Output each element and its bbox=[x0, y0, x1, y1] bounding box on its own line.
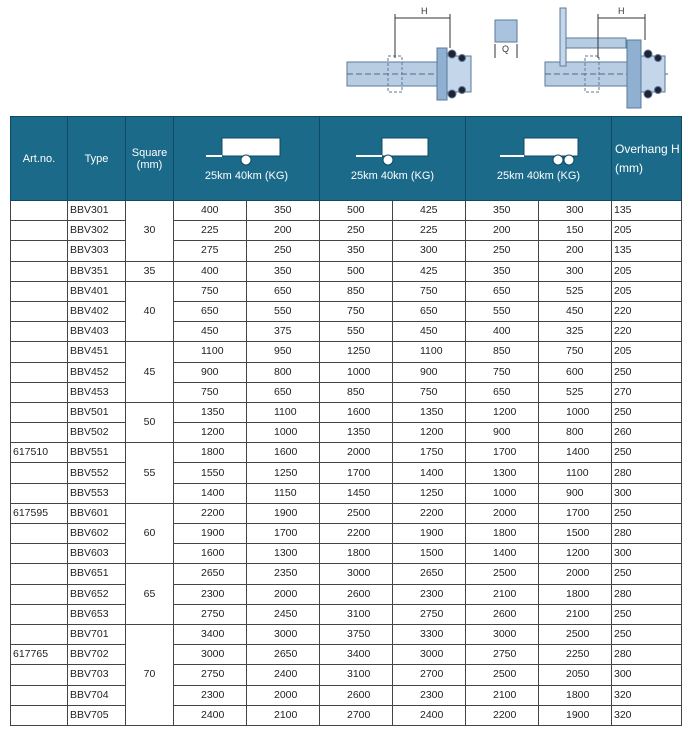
load-single-40km-cell: 1100 bbox=[247, 402, 320, 422]
table-row bbox=[11, 402, 682, 422]
load-tandem-40km-cell: 200 bbox=[539, 241, 612, 261]
load-single-25km-cell: 225 bbox=[174, 221, 247, 241]
table-row bbox=[11, 584, 682, 604]
overhang-cell: 205 bbox=[612, 342, 682, 362]
load-single-25km-cell: 2650 bbox=[174, 564, 247, 584]
load-tandem-40km-cell: 800 bbox=[539, 423, 612, 443]
load-tandem-25km-cell: 650 bbox=[466, 382, 539, 402]
art-no-cell bbox=[11, 544, 68, 564]
load-single-25km-cell: 2400 bbox=[174, 705, 247, 725]
load-caption-3: 25km 40km (KG) bbox=[496, 169, 581, 182]
art-no-cell bbox=[11, 261, 68, 281]
load-single-25km-cell: 650 bbox=[174, 301, 247, 321]
table-row bbox=[11, 685, 682, 705]
load-center-40km-cell: 750 bbox=[393, 281, 466, 301]
square-cell: 35 bbox=[126, 261, 174, 281]
load-tandem-25km-cell: 850 bbox=[466, 342, 539, 362]
load-tandem-40km-cell: 2000 bbox=[539, 564, 612, 584]
art-no-cell: 617595 bbox=[11, 503, 68, 523]
load-single-25km-cell: 400 bbox=[174, 201, 247, 221]
art-no-cell bbox=[11, 201, 68, 221]
load-single-40km-cell: 2450 bbox=[247, 604, 320, 624]
load-single-25km-cell: 1100 bbox=[174, 342, 247, 362]
load-single-40km-cell: 1250 bbox=[247, 463, 320, 483]
load-single-25km-cell: 2300 bbox=[174, 685, 247, 705]
overhang-cell: 135 bbox=[612, 201, 682, 221]
load-center-25km-cell: 850 bbox=[320, 281, 393, 301]
art-no-cell bbox=[11, 685, 68, 705]
load-single-40km-cell: 650 bbox=[247, 382, 320, 402]
load-center-40km-cell: 300 bbox=[393, 241, 466, 261]
axle-side-view-diagram bbox=[347, 14, 471, 100]
header-overhang-label: Overhang H (mm) bbox=[615, 141, 680, 175]
load-center-40km-cell: 2700 bbox=[393, 665, 466, 685]
load-center-40km-cell: 2300 bbox=[393, 685, 466, 705]
load-single-25km-cell: 1900 bbox=[174, 524, 247, 544]
axle-load-table bbox=[10, 116, 682, 726]
art-no-cell: 617765 bbox=[11, 645, 68, 665]
art-no-cell bbox=[11, 604, 68, 624]
overhang-cell: 320 bbox=[612, 705, 682, 725]
dim-h-right: H bbox=[618, 6, 625, 16]
load-tandem-25km-cell: 2000 bbox=[466, 503, 539, 523]
type-cell: BBV603 bbox=[68, 544, 126, 564]
type-cell: BBV702 bbox=[68, 645, 126, 665]
type-cell: BBV701 bbox=[68, 624, 126, 644]
table-row bbox=[11, 281, 682, 301]
type-cell: BBV351 bbox=[68, 261, 126, 281]
load-caption-2: 25km 40km (KG) bbox=[350, 169, 435, 182]
load-center-25km-cell: 250 bbox=[320, 221, 393, 241]
overhang-cell: 300 bbox=[612, 665, 682, 685]
square-cell: 55 bbox=[126, 443, 174, 504]
load-tandem-40km-cell: 1000 bbox=[539, 402, 612, 422]
art-no-cell bbox=[11, 342, 68, 362]
single-axle-trailer-icon bbox=[202, 135, 292, 167]
load-center-25km-cell: 350 bbox=[320, 241, 393, 261]
load-center-40km-cell: 1100 bbox=[393, 342, 466, 362]
type-cell: BBV551 bbox=[68, 443, 126, 463]
load-single-25km-cell: 1200 bbox=[174, 423, 247, 443]
load-caption-1: 25km 40km (KG) bbox=[204, 169, 289, 182]
load-center-25km-cell: 550 bbox=[320, 322, 393, 342]
load-single-40km-cell: 350 bbox=[247, 261, 320, 281]
overhang-cell: 280 bbox=[612, 645, 682, 665]
table-row bbox=[11, 382, 682, 402]
load-single-25km-cell: 750 bbox=[174, 382, 247, 402]
type-cell: BBV403 bbox=[68, 322, 126, 342]
table-row bbox=[11, 241, 682, 261]
load-center-25km-cell: 3100 bbox=[320, 665, 393, 685]
load-center-25km-cell: 2500 bbox=[320, 503, 393, 523]
type-cell: BBV653 bbox=[68, 604, 126, 624]
type-cell: BBV402 bbox=[68, 301, 126, 321]
type-cell: BBV705 bbox=[68, 705, 126, 725]
load-center-40km-cell: 2300 bbox=[393, 584, 466, 604]
type-cell: BBV704 bbox=[68, 685, 126, 705]
overhang-cell: 280 bbox=[612, 524, 682, 544]
art-no-cell: 617510 bbox=[11, 443, 68, 463]
type-cell: BBV502 bbox=[68, 423, 126, 443]
overhang-cell: 135 bbox=[612, 241, 682, 261]
type-cell: BBV552 bbox=[68, 463, 126, 483]
overhang-cell: 250 bbox=[612, 564, 682, 584]
load-single-25km-cell: 2750 bbox=[174, 604, 247, 624]
overhang-cell: 270 bbox=[612, 382, 682, 402]
load-tandem-25km-cell: 1200 bbox=[466, 402, 539, 422]
load-single-25km-cell: 1800 bbox=[174, 443, 247, 463]
art-no-cell bbox=[11, 564, 68, 584]
load-center-25km-cell: 1800 bbox=[320, 544, 393, 564]
type-cell: BBV401 bbox=[68, 281, 126, 301]
load-tandem-40km-cell: 1700 bbox=[539, 503, 612, 523]
load-single-25km-cell: 275 bbox=[174, 241, 247, 261]
braked-axle-diagram bbox=[545, 8, 668, 108]
load-tandem-40km-cell: 1900 bbox=[539, 705, 612, 725]
type-cell: BBV302 bbox=[68, 221, 126, 241]
load-center-25km-cell: 850 bbox=[320, 382, 393, 402]
load-center-40km-cell: 750 bbox=[393, 382, 466, 402]
art-no-cell bbox=[11, 624, 68, 644]
load-tandem-25km-cell: 1300 bbox=[466, 463, 539, 483]
load-center-25km-cell: 500 bbox=[320, 261, 393, 281]
load-center-40km-cell: 1200 bbox=[393, 423, 466, 443]
load-center-25km-cell: 750 bbox=[320, 301, 393, 321]
art-no-cell bbox=[11, 524, 68, 544]
overhang-cell: 250 bbox=[612, 362, 682, 382]
art-no-cell bbox=[11, 402, 68, 422]
table-row bbox=[11, 201, 682, 221]
load-tandem-25km-cell: 400 bbox=[466, 322, 539, 342]
load-center-40km-cell: 1500 bbox=[393, 544, 466, 564]
center-axle-trailer-icon bbox=[348, 135, 438, 167]
table-row bbox=[11, 423, 682, 443]
load-tandem-25km-cell: 2200 bbox=[466, 705, 539, 725]
art-no-cell bbox=[11, 322, 68, 342]
type-cell: BBV651 bbox=[68, 564, 126, 584]
load-tandem-40km-cell: 450 bbox=[539, 301, 612, 321]
load-tandem-25km-cell: 2600 bbox=[466, 604, 539, 624]
type-cell: BBV303 bbox=[68, 241, 126, 261]
load-single-40km-cell: 2400 bbox=[247, 665, 320, 685]
load-tandem-40km-cell: 325 bbox=[539, 322, 612, 342]
load-tandem-40km-cell: 1800 bbox=[539, 685, 612, 705]
overhang-cell: 250 bbox=[612, 604, 682, 624]
square-cell: 50 bbox=[126, 402, 174, 442]
table-row bbox=[11, 483, 682, 503]
overhang-cell: 205 bbox=[612, 221, 682, 241]
overhang-cell: 250 bbox=[612, 624, 682, 644]
load-tandem-40km-cell: 150 bbox=[539, 221, 612, 241]
type-cell: BBV451 bbox=[68, 342, 126, 362]
load-tandem-25km-cell: 750 bbox=[466, 362, 539, 382]
load-center-40km-cell: 650 bbox=[393, 301, 466, 321]
load-center-40km-cell: 425 bbox=[393, 261, 466, 281]
table-row bbox=[11, 261, 682, 281]
square-cell: 65 bbox=[126, 564, 174, 625]
table-row bbox=[11, 463, 682, 483]
table-row bbox=[11, 221, 682, 241]
load-center-40km-cell: 450 bbox=[393, 322, 466, 342]
load-center-40km-cell: 1350 bbox=[393, 402, 466, 422]
load-single-40km-cell: 2000 bbox=[247, 685, 320, 705]
load-tandem-25km-cell: 2100 bbox=[466, 685, 539, 705]
load-tandem-25km-cell: 350 bbox=[466, 261, 539, 281]
load-center-25km-cell: 3100 bbox=[320, 604, 393, 624]
load-center-40km-cell: 225 bbox=[393, 221, 466, 241]
type-cell: BBV602 bbox=[68, 524, 126, 544]
type-cell: BBV703 bbox=[68, 665, 126, 685]
art-no-cell bbox=[11, 221, 68, 241]
load-single-25km-cell: 2300 bbox=[174, 584, 247, 604]
load-tandem-25km-cell: 1700 bbox=[466, 443, 539, 463]
art-no-cell bbox=[11, 382, 68, 402]
load-single-40km-cell: 550 bbox=[247, 301, 320, 321]
load-single-25km-cell: 1550 bbox=[174, 463, 247, 483]
overhang-cell: 280 bbox=[612, 584, 682, 604]
load-center-25km-cell: 2600 bbox=[320, 584, 393, 604]
art-no-cell bbox=[11, 301, 68, 321]
load-single-40km-cell: 250 bbox=[247, 241, 320, 261]
overhang-cell: 205 bbox=[612, 261, 682, 281]
load-center-25km-cell: 1600 bbox=[320, 402, 393, 422]
square-cell: 30 bbox=[126, 201, 174, 262]
table-row bbox=[11, 524, 682, 544]
art-no-cell bbox=[11, 584, 68, 604]
art-no-cell bbox=[11, 362, 68, 382]
art-no-cell bbox=[11, 463, 68, 483]
load-single-25km-cell: 3400 bbox=[174, 624, 247, 644]
type-cell: BBV652 bbox=[68, 584, 126, 604]
art-no-cell bbox=[11, 705, 68, 725]
load-single-25km-cell: 3000 bbox=[174, 645, 247, 665]
load-center-40km-cell: 2650 bbox=[393, 564, 466, 584]
type-cell: BBV452 bbox=[68, 362, 126, 382]
overhang-cell: 300 bbox=[612, 483, 682, 503]
header-load-center-axle bbox=[320, 117, 466, 201]
table-row bbox=[11, 564, 682, 584]
load-tandem-25km-cell: 1800 bbox=[466, 524, 539, 544]
load-single-25km-cell: 750 bbox=[174, 281, 247, 301]
square-cell: 60 bbox=[126, 503, 174, 564]
tandem-axle-trailer-icon bbox=[494, 135, 584, 167]
load-tandem-25km-cell: 1400 bbox=[466, 544, 539, 564]
load-center-40km-cell: 1400 bbox=[393, 463, 466, 483]
load-center-40km-cell: 425 bbox=[393, 201, 466, 221]
load-center-25km-cell: 3000 bbox=[320, 564, 393, 584]
header-load-single-axle bbox=[174, 117, 320, 201]
table-row bbox=[11, 705, 682, 725]
load-tandem-25km-cell: 200 bbox=[466, 221, 539, 241]
load-center-25km-cell: 1450 bbox=[320, 483, 393, 503]
load-tandem-40km-cell: 750 bbox=[539, 342, 612, 362]
load-single-40km-cell: 3000 bbox=[247, 624, 320, 644]
load-single-40km-cell: 950 bbox=[247, 342, 320, 362]
load-tandem-40km-cell: 2050 bbox=[539, 665, 612, 685]
art-no-cell bbox=[11, 281, 68, 301]
art-no-cell bbox=[11, 483, 68, 503]
overhang-cell: 205 bbox=[612, 281, 682, 301]
table-row bbox=[11, 362, 682, 382]
load-center-25km-cell: 3400 bbox=[320, 645, 393, 665]
load-tandem-25km-cell: 1000 bbox=[466, 483, 539, 503]
table-row bbox=[11, 443, 682, 463]
load-center-25km-cell: 1000 bbox=[320, 362, 393, 382]
square-cell: 70 bbox=[126, 624, 174, 725]
load-tandem-40km-cell: 900 bbox=[539, 483, 612, 503]
load-single-25km-cell: 2750 bbox=[174, 665, 247, 685]
overhang-cell: 260 bbox=[612, 423, 682, 443]
load-tandem-25km-cell: 550 bbox=[466, 301, 539, 321]
load-single-40km-cell: 800 bbox=[247, 362, 320, 382]
type-cell: BBV553 bbox=[68, 483, 126, 503]
table-row bbox=[11, 322, 682, 342]
dim-h-left: H bbox=[421, 6, 428, 16]
table-row bbox=[11, 544, 682, 564]
axle-diagrams bbox=[0, 0, 688, 116]
square-cell: 45 bbox=[126, 342, 174, 403]
load-tandem-40km-cell: 2250 bbox=[539, 645, 612, 665]
art-no-cell bbox=[11, 241, 68, 261]
load-single-40km-cell: 1700 bbox=[247, 524, 320, 544]
load-center-40km-cell: 2750 bbox=[393, 604, 466, 624]
load-tandem-40km-cell: 1200 bbox=[539, 544, 612, 564]
load-center-40km-cell: 1900 bbox=[393, 524, 466, 544]
load-single-40km-cell: 2000 bbox=[247, 584, 320, 604]
load-center-40km-cell: 1250 bbox=[393, 483, 466, 503]
load-center-25km-cell: 1700 bbox=[320, 463, 393, 483]
table-row bbox=[11, 342, 682, 362]
header-load-tandem-axle bbox=[466, 117, 612, 201]
load-center-40km-cell: 2200 bbox=[393, 503, 466, 523]
load-tandem-25km-cell: 350 bbox=[466, 201, 539, 221]
load-center-25km-cell: 3750 bbox=[320, 624, 393, 644]
load-tandem-25km-cell: 650 bbox=[466, 281, 539, 301]
load-single-25km-cell: 450 bbox=[174, 322, 247, 342]
table-row bbox=[11, 301, 682, 321]
load-tandem-25km-cell: 2100 bbox=[466, 584, 539, 604]
load-tandem-25km-cell: 3000 bbox=[466, 624, 539, 644]
load-center-25km-cell: 500 bbox=[320, 201, 393, 221]
overhang-cell: 250 bbox=[612, 443, 682, 463]
load-tandem-25km-cell: 250 bbox=[466, 241, 539, 261]
header-square: Square (mm) bbox=[126, 117, 174, 201]
overhang-cell: 220 bbox=[612, 301, 682, 321]
load-tandem-40km-cell: 300 bbox=[539, 201, 612, 221]
overhang-cell: 220 bbox=[612, 322, 682, 342]
load-tandem-40km-cell: 300 bbox=[539, 261, 612, 281]
load-center-40km-cell: 1750 bbox=[393, 443, 466, 463]
type-cell: BBV601 bbox=[68, 503, 126, 523]
load-single-25km-cell: 1400 bbox=[174, 483, 247, 503]
load-single-40km-cell: 2100 bbox=[247, 705, 320, 725]
load-single-40km-cell: 375 bbox=[247, 322, 320, 342]
load-single-40km-cell: 2650 bbox=[247, 645, 320, 665]
load-tandem-40km-cell: 1800 bbox=[539, 584, 612, 604]
load-center-40km-cell: 2400 bbox=[393, 705, 466, 725]
load-single-40km-cell: 2350 bbox=[247, 564, 320, 584]
load-center-25km-cell: 2600 bbox=[320, 685, 393, 705]
overhang-cell: 280 bbox=[612, 463, 682, 483]
table-row bbox=[11, 665, 682, 685]
load-tandem-40km-cell: 2500 bbox=[539, 624, 612, 644]
load-single-40km-cell: 1150 bbox=[247, 483, 320, 503]
type-cell: BBV301 bbox=[68, 201, 126, 221]
load-center-25km-cell: 1250 bbox=[320, 342, 393, 362]
header-overhang bbox=[612, 117, 682, 201]
load-center-25km-cell: 2000 bbox=[320, 443, 393, 463]
load-single-25km-cell: 400 bbox=[174, 261, 247, 281]
load-tandem-40km-cell: 600 bbox=[539, 362, 612, 382]
load-single-25km-cell: 1600 bbox=[174, 544, 247, 564]
load-center-40km-cell: 3300 bbox=[393, 624, 466, 644]
load-single-40km-cell: 1600 bbox=[247, 443, 320, 463]
load-center-25km-cell: 1350 bbox=[320, 423, 393, 443]
overhang-cell: 250 bbox=[612, 503, 682, 523]
table-row bbox=[11, 503, 682, 523]
header-artno: Art.no. bbox=[11, 117, 68, 201]
art-no-cell bbox=[11, 665, 68, 685]
load-single-40km-cell: 1000 bbox=[247, 423, 320, 443]
load-single-25km-cell: 900 bbox=[174, 362, 247, 382]
table-row bbox=[11, 604, 682, 624]
load-single-40km-cell: 1300 bbox=[247, 544, 320, 564]
overhang-cell: 300 bbox=[612, 544, 682, 564]
load-center-25km-cell: 2700 bbox=[320, 705, 393, 725]
load-tandem-40km-cell: 1100 bbox=[539, 463, 612, 483]
load-tandem-40km-cell: 525 bbox=[539, 281, 612, 301]
load-tandem-40km-cell: 525 bbox=[539, 382, 612, 402]
load-center-25km-cell: 2200 bbox=[320, 524, 393, 544]
load-tandem-40km-cell: 2100 bbox=[539, 604, 612, 624]
load-center-40km-cell: 3000 bbox=[393, 645, 466, 665]
art-no-cell bbox=[11, 423, 68, 443]
overhang-cell: 250 bbox=[612, 402, 682, 422]
load-center-40km-cell: 900 bbox=[393, 362, 466, 382]
overhang-cell: 320 bbox=[612, 685, 682, 705]
load-tandem-25km-cell: 900 bbox=[466, 423, 539, 443]
table-row bbox=[11, 645, 682, 665]
load-tandem-40km-cell: 1500 bbox=[539, 524, 612, 544]
type-cell: BBV501 bbox=[68, 402, 126, 422]
load-tandem-25km-cell: 2750 bbox=[466, 645, 539, 665]
type-cell: BBV453 bbox=[68, 382, 126, 402]
table-row bbox=[11, 624, 682, 644]
dim-q: Q bbox=[502, 44, 510, 54]
load-single-25km-cell: 2200 bbox=[174, 503, 247, 523]
square-cell: 40 bbox=[126, 281, 174, 342]
load-single-40km-cell: 200 bbox=[247, 221, 320, 241]
load-single-25km-cell: 1350 bbox=[174, 402, 247, 422]
load-single-40km-cell: 350 bbox=[247, 201, 320, 221]
load-tandem-40km-cell: 1400 bbox=[539, 443, 612, 463]
load-tandem-25km-cell: 2500 bbox=[466, 665, 539, 685]
header-type: Type bbox=[68, 117, 126, 201]
load-single-40km-cell: 1900 bbox=[247, 503, 320, 523]
load-single-40km-cell: 650 bbox=[247, 281, 320, 301]
load-tandem-25km-cell: 2500 bbox=[466, 564, 539, 584]
